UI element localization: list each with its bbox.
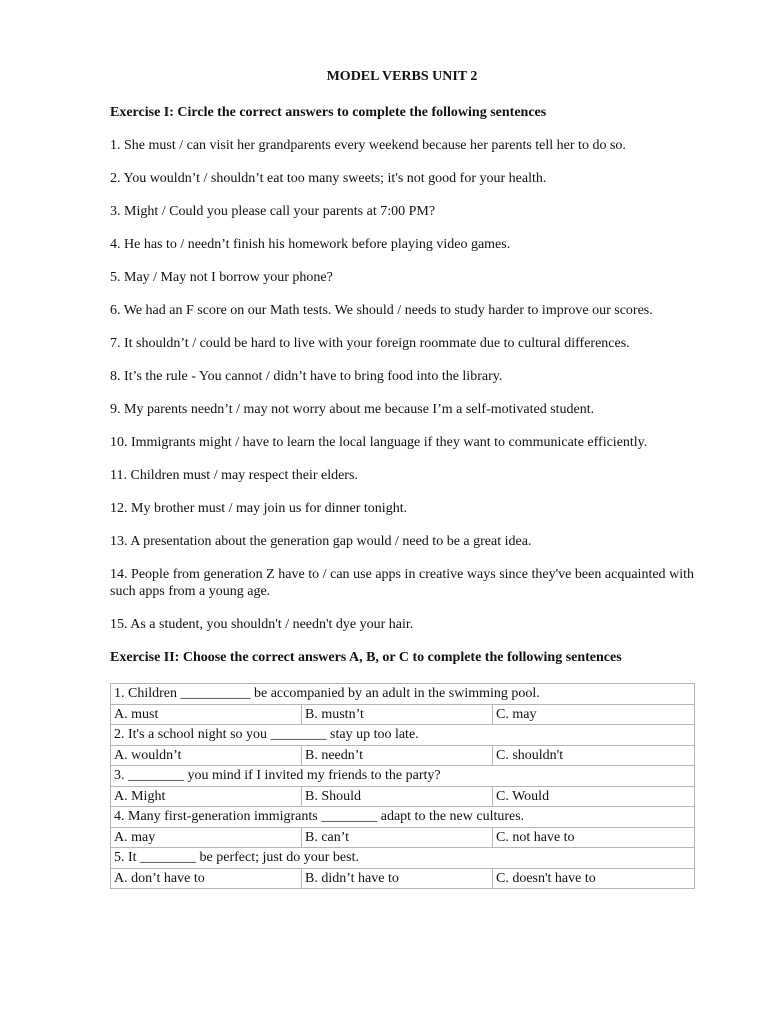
table-row — [111, 704, 695, 725]
table-question-3: 3. ________ you mind if I invited my friends to the party? — [111, 766, 695, 787]
exercise-1-questions — [110, 137, 694, 633]
option-c: C. not have to — [493, 827, 695, 848]
table-row — [111, 868, 695, 889]
option-c: C. Would — [493, 786, 695, 807]
question-15: 15. As a student, you shouldn't / needn't dye your hair. — [110, 617, 414, 632]
table-row — [111, 745, 695, 766]
exercise-2-heading: Exercise II: Choose the correct answers A, B, or C to complete the following sentences — [110, 650, 622, 665]
option-a: A. wouldn’t — [111, 745, 302, 766]
table-question-1: 1. Children __________ be accompanied by an adult in the swimming pool. — [111, 684, 695, 705]
table-row — [111, 725, 695, 746]
question-6: 6. We had an F score on our Math tests. We should / needs to study harder to improve our scores. — [110, 303, 653, 318]
question-7: 7. It shouldn’t / could be hard to live with your foreign roommate due to cultural differences. — [110, 336, 630, 351]
question-9: 9. My parents needn’t / may not worry about me because I’m a self-motivated student. — [110, 402, 595, 417]
table-row — [111, 684, 695, 705]
option-a: A. Might — [111, 786, 302, 807]
question-10: 10. Immigrants might / have to learn the local language if they want to communicate efficiently. — [110, 435, 648, 450]
question-13: 13. A presentation about the generation gap would / need to be a great idea. — [110, 534, 532, 549]
question-12: 12. My brother must / may join us for dinner tonight. — [110, 501, 408, 516]
document-title: MODEL VERBS UNIT 2 — [326, 69, 478, 84]
document-page — [110, 68, 694, 889]
table-row — [111, 848, 695, 869]
question-11: 11. Children must / may respect their elders. — [110, 468, 358, 483]
question-2: 2. You wouldn’t / shouldn’t eat too many sweets; it's not good for your health. — [110, 171, 547, 186]
question-5: 5. May / May not I borrow your phone? — [110, 270, 333, 285]
option-a: A. may — [111, 827, 302, 848]
table-question-5: 5. It ________ be perfect; just do your best. — [111, 848, 695, 869]
exercise-2-table — [110, 683, 695, 889]
option-b: B. didn’t have to — [302, 868, 493, 889]
question-8: 8. It’s the rule - You cannot / didn’t have to bring food into the library. — [110, 369, 503, 384]
question-4: 4. He has to / needn’t finish his homework before playing video games. — [110, 237, 511, 252]
option-c: C. doesn't have to — [493, 868, 695, 889]
table-row — [111, 827, 695, 848]
table-question-4: 4. Many first-generation immigrants ________ adapt to the new cultures. — [111, 807, 695, 828]
option-a: A. don’t have to — [111, 868, 302, 889]
question-3: 3. Might / Could you please call your parents at 7:00 PM? — [110, 204, 436, 219]
table-row — [111, 766, 695, 787]
option-b: B. can’t — [302, 827, 493, 848]
question-1: 1. She must / can visit her grandparents every weekend because her parents tell her to do so. — [110, 138, 626, 153]
option-c: C. shouldn't — [493, 745, 695, 766]
option-b: B. Should — [302, 786, 493, 807]
option-b: B. needn’t — [302, 745, 493, 766]
table-question-2: 2. It's a school night so you ________ stay up too late. — [111, 725, 695, 746]
table-row — [111, 807, 695, 828]
option-c: C. may — [493, 704, 695, 725]
table-row — [111, 786, 695, 807]
question-14: 14. People from generation Z have to / can use apps in creative ways since they've been acquainted with such apps from a young age. — [110, 567, 694, 599]
option-a: A. must — [111, 704, 302, 725]
option-b: B. mustn’t — [302, 704, 493, 725]
exercise-1-heading: Exercise I: Circle the correct answers to complete the following sentences — [110, 105, 547, 120]
